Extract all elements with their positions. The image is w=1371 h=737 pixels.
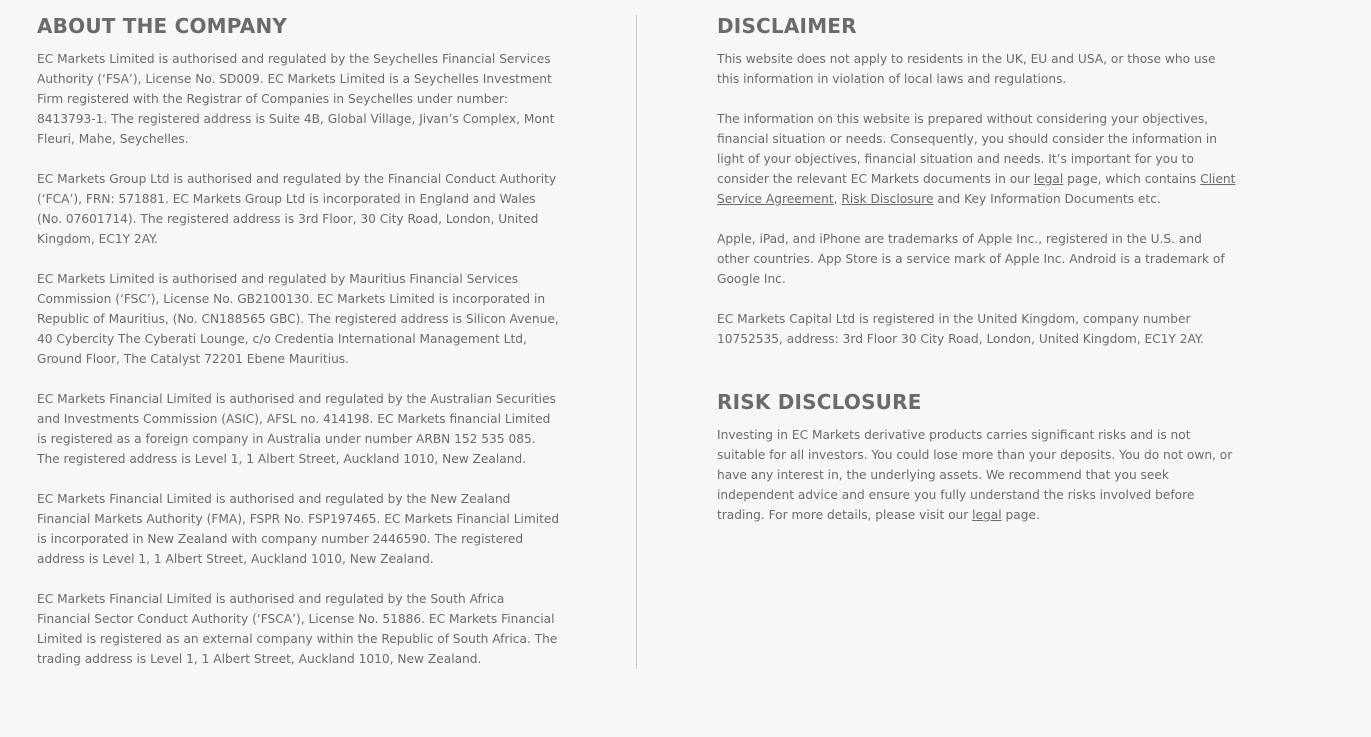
risk-disclosure-heading: RISK DISCLOSURE (717, 390, 922, 414)
legal-link[interactable]: legal (1033, 172, 1064, 186)
disclaimer-info-text-mid: page, which contains (1063, 172, 1201, 186)
disclaimer-paragraph-capital: EC Markets Capital Ltd is registered in the United Kingdom, company number 10752535, address: 3rd Floor 30 City Road, London, United Kingdom, EC1Y 2AY. (717, 312, 1204, 346)
about-paragraph-asic: EC Markets Financial Limited is authorised and regulated by the Australian Securities and Investments Commission (ASIC), AFSL no. 414198. EC Markets financial Limited is registered as a foreign company in Australia under number ARBN 152 535 085. The registered address is Level 1, 1 Albert Street, Auckland 1010, New Zealand. (37, 392, 556, 466)
disclaimer-column (717, 13, 1237, 545)
risk-disclosure-section (717, 389, 1237, 525)
disclaimer-heading: DISCLAIMER (717, 14, 857, 38)
column-divider (636, 15, 637, 669)
risk-disclosure-link[interactable]: Risk Disclosure (841, 192, 934, 206)
about-paragraph-fca: EC Markets Group Ltd is authorised and regulated by the Financial Conduct Authority (‘FCA’), FRN: 571881. EC Markets Group Ltd is incorporated in England and Wales (No. 07601714). The registered address is 3rd Floor, 30 City Road, London, United Kingdom, EC1Y 2AY. (37, 172, 557, 246)
disclaimer-info-text-start: The information on this website is prepared without considering your objectives, financial situation or needs. Consequently, you should consider the information in light of your objectives, financial situation and needs. It’s important for you to consider the relevant EC Markets documents in our (717, 112, 1218, 186)
about-paragraph-fma: EC Markets Financial Limited is authorised and regulated by the New Zealand Financial Markets Authority (FMA), FSPR No. FSP197465. EC Markets Financial Limited is incorporated in New Zealand with company number 2446590. The registered address is Level 1, 1 Albert Street, Auckland 1010, New Zealand. (37, 492, 560, 566)
about-paragraph-fsc: EC Markets Limited is authorised and regulated by Mauritius Financial Services Commission (‘FSC’), License No. GB2100130. EC Markets Limited is incorporated in Republic of Mauritius, (No. CN188565 GBC). The registered address is Silicon Avenue, 40 Cybercity The Cyberati Lounge, c/o Credentia International Management Ltd, Ground Floor, The Catalyst 72201 Ebene Mauritius. (37, 272, 559, 366)
disclaimer-paragraph-information (717, 109, 1237, 209)
client-service-agreement-link[interactable]: Client Service Agreement (717, 172, 1236, 206)
about-company-heading: ABOUT THE COMPANY (37, 14, 288, 38)
disclaimer-paragraph-residency: This website does not apply to residents in the UK, EU and USA, or those who use this information in violation of local laws and regulations. (717, 52, 1216, 86)
disclaimer-info-comma: , (833, 192, 842, 206)
disclaimer-section (717, 13, 1237, 349)
risk-text-end: page. (1001, 508, 1040, 522)
about-company-section (37, 13, 561, 689)
risk-legal-link[interactable]: legal (972, 508, 1002, 522)
risk-disclosure-paragraph (717, 425, 1237, 525)
about-paragraph-fsa: EC Markets Limited is authorised and regulated by the Seychelles Financial Services Authority (‘FSA’), License No. SD009. EC Markets Limited is a Seychelles Investment Firm registered with the Registrar of Companies in Seychelles under number: 8413793-1. The registered address is Suite 4B, Global Village, Jivan’s Complex, Mont Fleuri, Mahe, Seychelles. (37, 52, 555, 146)
about-paragraph-fsca: EC Markets Financial Limited is authorised and regulated by the South Africa Financial Sector Conduct Authority (‘FSCA’), License No. 51886. EC Markets Financial Limited is registered as an external company within the Republic of South Africa. The trading address is Level 1, 1 Albert Street, Auckland 1010, New Zealand. (37, 592, 558, 666)
disclaimer-paragraph-trademarks: Apple, iPad, and iPhone are trademarks of Apple Inc., registered in the U.S. and other countries. App Store is a service mark of Apple Inc. Android is a trademark of Google Inc. (717, 232, 1225, 286)
risk-text-start: Investing in EC Markets derivative products carries significant risks and is not suitable for all investors. You could lose more than your deposits. You do not own, or have any interest in, the underlying assets. We recommend that you seek independent advice and ensure you fully understand the risks involved before trading. For more details, please visit our (717, 428, 1233, 522)
disclaimer-info-text-end: and Key Information Documents etc. (933, 192, 1161, 206)
section-spacer (717, 369, 1237, 389)
